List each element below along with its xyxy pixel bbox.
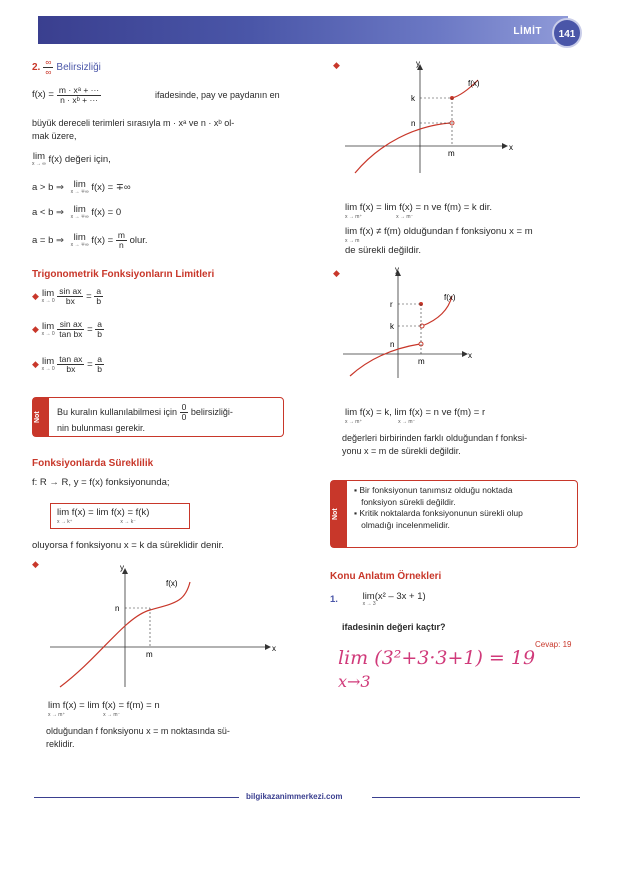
graph-removable	[340, 266, 490, 381]
lim-intro: lim x → ∞ f(x) değeri için,	[32, 151, 111, 167]
diamond-icon: ◆	[32, 323, 39, 334]
handwritten-subscript: x→3	[338, 672, 371, 691]
section-indeterminate	[32, 58, 292, 77]
note-item-1: ▪ Bir fonksiyonun tanımsız olduğu noktada fonksiyon sürekli değildir.	[354, 485, 513, 507]
inf-fraction: $\frac{\infty}{\infty}$	[45, 57, 52, 77]
x-label: x	[509, 143, 513, 152]
graph-continuous	[40, 562, 280, 692]
x-label: x	[272, 644, 276, 653]
handwritten-solution: lim (3²+3·3+1) = 19	[338, 647, 536, 669]
footer-line-right	[372, 797, 580, 798]
trig-title: Trigonometrik Fonksiyonların Limitleri	[32, 269, 215, 280]
continuity-box: lim f(x) = lim f(x) = f(k) x → k⁺ x → k⁻	[50, 503, 190, 529]
left-bottom-text: olduğundan f fonksiyonu x = m noktasında sü- reklidir.	[46, 726, 230, 749]
n-label: n	[411, 119, 416, 128]
case-a-gt-b: a > b ⇒ lim x → ∓∞ f(x) = ∓∞	[32, 179, 131, 195]
header-title: LİMİT	[513, 26, 542, 37]
example-number: 1.	[330, 593, 338, 605]
note-list	[347, 481, 530, 547]
examples-title: Konu Anlatım Örnekleri	[330, 571, 442, 582]
section-number: 2.	[32, 61, 41, 73]
continuity-title: Fonksiyonlarda Süreklilik	[32, 458, 154, 469]
right-eq-2: lim f(x) ≠ f(m) olduğundan f fonksiyonu x = m x → m de sürekli değildir.	[345, 226, 533, 256]
m-label: m	[146, 650, 153, 659]
case-a-lt-b: a < b ⇒ lim x → ∓∞ f(x) = 0	[32, 204, 122, 220]
left-bottom-eq: lim f(x) = lim f(x) = f(m) = n x → m⁺ x → m⁻	[48, 700, 160, 719]
right-text-3: değerleri birbirinden farklı olduğundan f fonksi- yonu x = m de sürekli değildir.	[342, 433, 528, 456]
note-box-2	[330, 480, 578, 548]
continuity-conclusion: oluyorsa f fonksiyonu x = k da süreklidir denir.	[32, 540, 224, 551]
note-text: Bu kuralın kullanılabilmesi için $\frac{0}{0}$ belirsizliği- nin bulunması gerekir.	[57, 402, 233, 433]
fx-label: f(x)	[166, 579, 178, 588]
case-a-eq-b: a = b ⇒ lim x → ∓∞ f(x) = $\frac{m}{n}$ olur.	[32, 230, 148, 250]
trig-rule-2: ◆ lim x → 0 $\frac{\text{sin ax}}{\text{tan bx}}$ = $\frac{a}{b}$	[32, 319, 102, 339]
continuity-definition: f: R → R, y = f(x) fonksiyonunda;	[32, 477, 170, 488]
box-formula: lim f(x) = lim f(x) = f(k)	[57, 507, 150, 518]
k-label: k	[390, 322, 394, 331]
section-title: Belirsizliği	[56, 61, 101, 73]
example-1: 1. lim(x² – 3x + 1) x → 3	[330, 591, 426, 607]
trig-rule-3: ◆ lim x → 0 $\frac{\text{tan ax}}{bx}$ = $\frac{a}{b}$	[32, 354, 102, 374]
n-label: n	[115, 604, 120, 613]
fx-fraction: $\frac{\text{m · xᵃ + ···}}{\text{n · xᵇ + ···}}$	[58, 85, 100, 105]
footer-site: bilgikazanimmerkezi.com	[246, 792, 343, 801]
note-item-2: ▪ Kritik noktalarda fonksiyonunun sürekli olup olmadığı incelenmelidir.	[354, 508, 523, 531]
r-label: r	[390, 300, 393, 309]
function-curve	[350, 344, 420, 376]
m-label: m	[418, 357, 425, 366]
note-tab: Not	[33, 398, 49, 436]
m-label: m	[448, 149, 455, 158]
n-label: n	[390, 340, 395, 349]
page-number: 141	[552, 18, 582, 48]
footer-line-left	[34, 797, 239, 798]
right-eq-3: lim f(x) = k, lim f(x) = n ve f(m) = r x → m⁺ x → m⁻	[345, 407, 486, 426]
example-question: ifadesinin değeri kaçtır?	[342, 622, 446, 632]
diamond-icon: ◆	[333, 268, 340, 278]
fx-label: f(x) =	[32, 89, 54, 101]
diamond-icon: ◆	[32, 290, 39, 301]
fx-label: f(x)	[468, 79, 480, 88]
note-box-1	[32, 397, 284, 437]
y-label: y	[120, 563, 124, 572]
trig-rule-1: ◆ lim x → 0 $\frac{\text{sin ax}}{bx}$ = $\frac{a}{b}$	[32, 286, 102, 306]
fx-text-body: büyük dereceli terimleri sırasıyla m · xᵃ ve n · xᵇ ol- mak üzere,	[32, 118, 235, 141]
right-eq-1: lim f(x) = lim f(x) = n ve f(m) = k dir. x → m⁺ x → m⁻	[345, 202, 492, 221]
y-label: y	[395, 266, 399, 274]
y-label: y	[416, 59, 420, 68]
header-bar	[38, 16, 568, 44]
x-label: x	[468, 351, 472, 360]
graph-jump	[340, 58, 520, 178]
diamond-icon: ◆	[32, 358, 39, 369]
k-label: k	[411, 94, 415, 103]
function-curve	[355, 123, 450, 173]
answer-label: Cevap: 19	[535, 640, 572, 649]
diamond-icon: ◆	[333, 60, 340, 70]
fx-text-first: ifadesinde, pay ve paydanın en	[155, 90, 280, 100]
note-tab: Not	[331, 481, 347, 547]
diamond-icon: ◆	[32, 559, 39, 569]
fx-label: f(x)	[444, 293, 456, 302]
